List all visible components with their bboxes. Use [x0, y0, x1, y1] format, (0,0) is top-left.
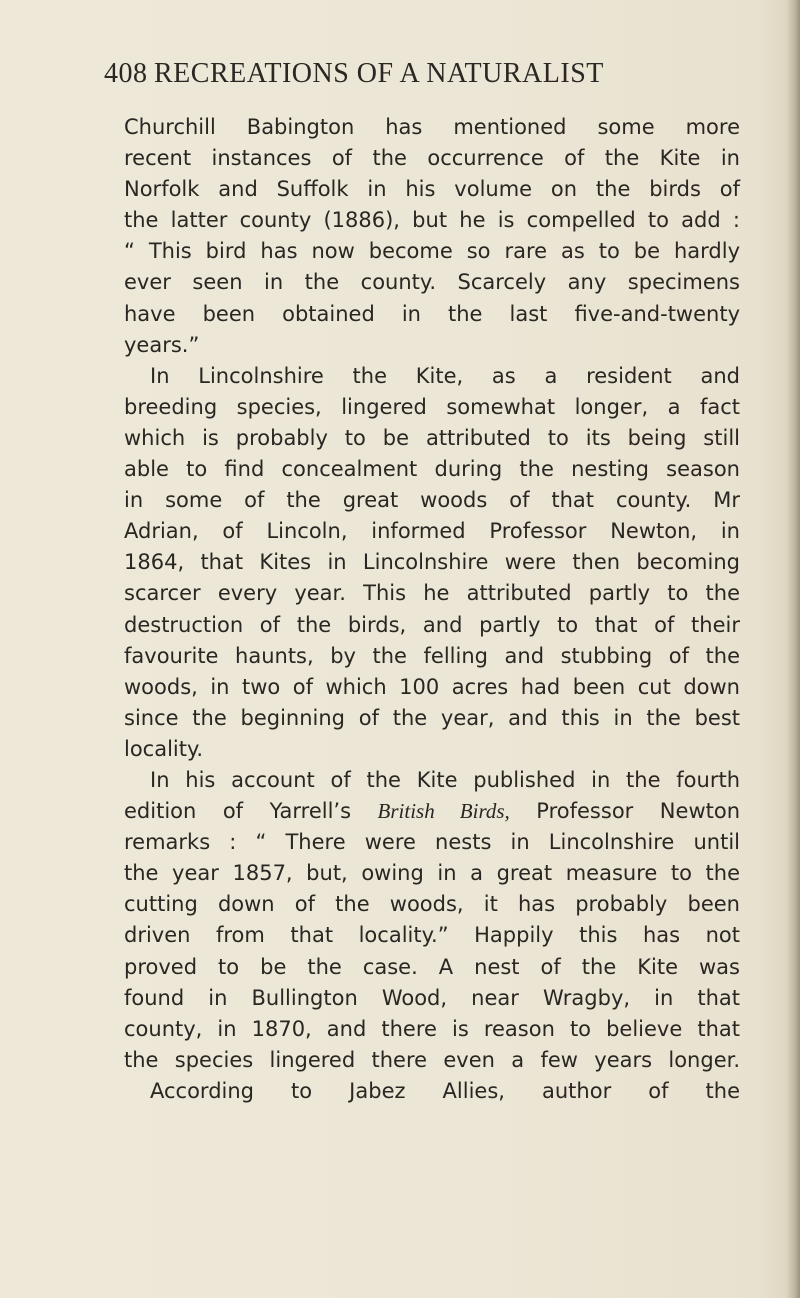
text-line: since the beginning of the year, and this in the best	[124, 705, 740, 730]
text-line: the latter county (1886), but he is compelled to add :	[124, 208, 740, 233]
text-line: in some of the great woods of that county. Mr	[124, 488, 740, 513]
running-head-title: RECREATIONS OF A NATURALIST	[154, 58, 604, 89]
text-line: locality.	[124, 736, 204, 761]
text-line: county, in 1870, and there is reason to believe that	[124, 1016, 740, 1041]
text-line: In Lincolnshire the Kite, as a resident and	[150, 363, 740, 388]
text-line: years.”	[124, 332, 200, 357]
text-line: which is probably to be attributed to its being still	[124, 425, 740, 450]
text-line: found in Bullington Wood, near Wragby, in that	[124, 985, 740, 1010]
text-line: favourite haunts, by the felling and stubbing of the	[124, 643, 740, 668]
text-span: edition of Yarrell’s	[124, 799, 378, 824]
text-line: breeding species, lingered somewhat longer, a fact	[124, 394, 740, 419]
running-head	[104, 58, 744, 98]
page-number: 408	[104, 58, 148, 89]
page-edge-shadow	[786, 0, 800, 1298]
text-line: scarcer every year. This he attributed partly to the	[124, 581, 740, 606]
text-line: the species lingered there even a few years longer.	[124, 1047, 740, 1072]
italic-title: British Birds,	[377, 799, 510, 824]
text-line: In his account of the Kite published in the fourth	[150, 767, 740, 792]
text-line: the year 1857, but, owing in a great measure to the	[124, 861, 740, 886]
text-line: Adrian, of Lincoln, informed Professor Newton, in	[124, 519, 740, 544]
text-line: 1864, that Kites in Lincolnshire were then becoming	[124, 550, 740, 575]
text-line: Churchill Babington has mentioned some more	[124, 115, 740, 139]
text-line: “ This bird has now become so rare as to be hardly	[124, 239, 740, 264]
text-line: cutting down of the woods, it has probably been	[124, 892, 740, 917]
text-line: woods, in two of which 100 acres had been cut down	[124, 674, 740, 699]
text-line-with-italic	[124, 796, 740, 827]
text-line: able to find concealment during the nesting season	[124, 457, 740, 482]
text-span: Professor Newton	[509, 799, 741, 824]
text-line: remarks : “ There were nests in Lincolnshire until	[124, 830, 740, 855]
text-line: ever seen in the county. Scarcely any specimens	[124, 270, 740, 295]
text-line: recent instances of the occurrence of the Kite in	[124, 146, 740, 171]
text-line: According to Jabez Allies, author of the	[150, 1078, 740, 1103]
text-line: have been obtained in the last five-and-twenty	[124, 301, 740, 326]
text-line: destruction of the birds, and partly to that of their	[124, 612, 740, 637]
text-line: Norfolk and Suffolk in his volume on the birds of	[124, 177, 740, 202]
body-text	[124, 112, 740, 1107]
text-line: proved to be the case. A nest of the Kite was	[124, 954, 740, 979]
text-line: driven from that locality.” Happily this has not	[124, 923, 740, 948]
